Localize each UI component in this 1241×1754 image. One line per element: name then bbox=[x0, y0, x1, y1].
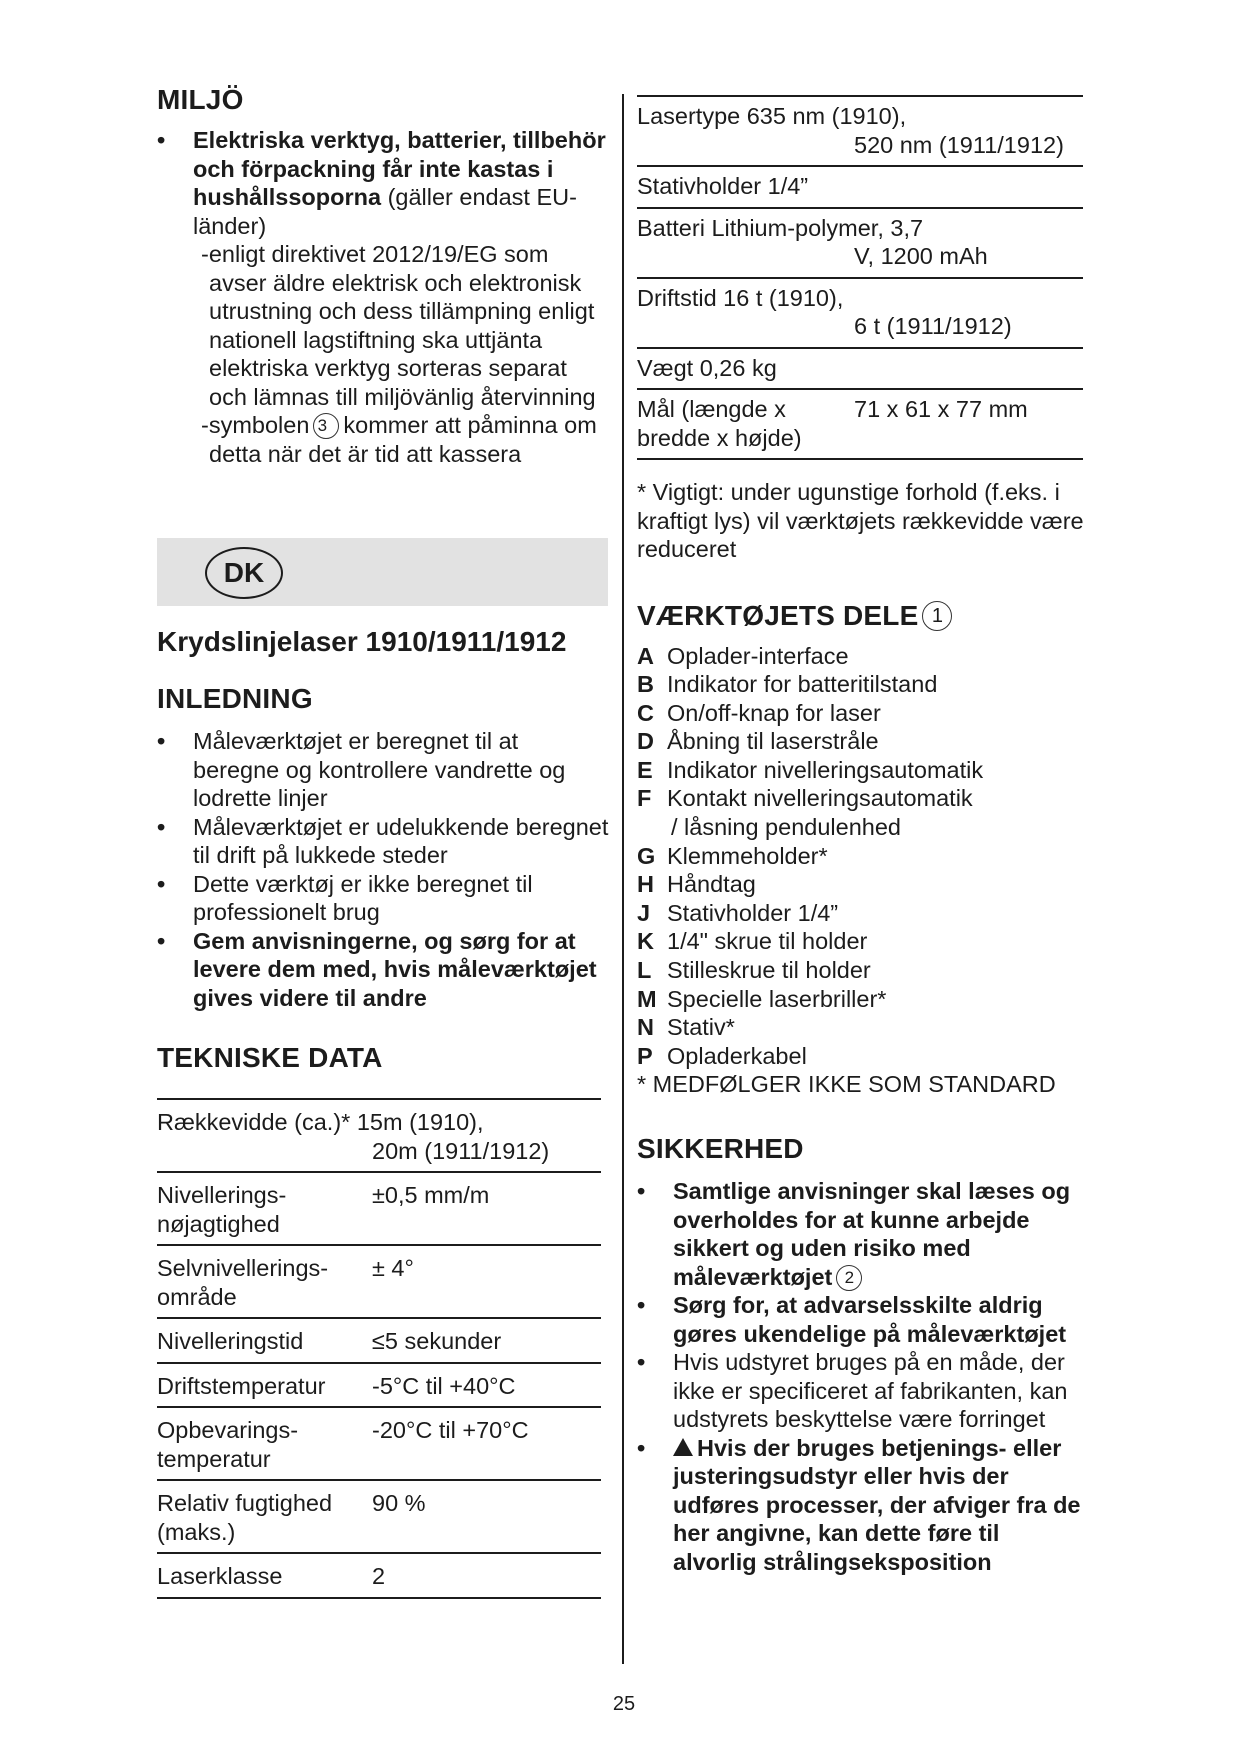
figure-ref-2: 2 bbox=[836, 1265, 862, 1291]
warning-icon bbox=[673, 1438, 693, 1456]
list-item: • Sørg for, at advarselsskilte aldrig gøres ukendelige på måleværktøjet bbox=[637, 1291, 1087, 1348]
table-row: Vægt 0,26 kg bbox=[637, 349, 1083, 391]
list-item: A Oplader-interface bbox=[637, 642, 849, 669]
language-band bbox=[157, 538, 608, 606]
table-row: Driftstemperatur -5°C til +40°C bbox=[157, 1363, 601, 1408]
table-row: Relativ fugtighed (maks.) 90 % bbox=[157, 1480, 601, 1553]
list-item: • Elektriska verktyg, batterier, tillbehör och förpackning får inte kastas i hushållssoporna (gäller endast EU-länder) bbox=[157, 126, 610, 240]
list-item: C On/off-knap for laser bbox=[637, 699, 881, 726]
list-item: • Samtlige anvisninger skal læses og overholdes for at kunne arbejde sikkert og uden risiko med måleværktøjet 2 bbox=[637, 1177, 1087, 1291]
list-item: K 1/4" skrue til holder bbox=[637, 928, 868, 955]
table-row: Nivelleringstid ≤5 sekunder bbox=[157, 1318, 601, 1363]
miljo-list bbox=[157, 126, 610, 240]
table-row: Laserklasse 2 bbox=[157, 1553, 601, 1598]
list-item: M Specielle laserbriller* bbox=[637, 985, 887, 1012]
table-row: Driftstid 16 t (1910), 6 t (1911/1912) bbox=[637, 279, 1083, 349]
sikkerhed-heading: SIKKERHED bbox=[637, 1133, 804, 1164]
miljo-sub2: -symbolen 3 kommer att påminna om detta när det är tid att kassera bbox=[201, 412, 597, 467]
list-item: F Kontakt nivelleringsautomatik bbox=[637, 785, 973, 812]
miljo-sub1: -enligt direktivet 2012/19/EG som avser äldre elektrisk och elektronisk utrustning och dess tillämpning enligt nationell lagstiftning ska uttjänta elektriska verktyg sorteras separat och lämnas till miljövänlig återvinning bbox=[201, 241, 596, 410]
list-item: E Indikator nivelleringsautomatik bbox=[637, 756, 984, 783]
table-row: Lasertype 635 nm (1910), 520 nm (1911/1912) bbox=[637, 97, 1083, 167]
table-row: Opbevarings- temperatur -20°C til +70°C bbox=[157, 1407, 601, 1480]
table-row: Mål (længde x 71 x 61 x 77 mm bredde x højde) bbox=[637, 390, 1083, 460]
list-item: • Dette værktøj er ikke beregnet til professionelt brug bbox=[157, 870, 610, 927]
right-column bbox=[637, 95, 1087, 1576]
left-column bbox=[157, 84, 610, 468]
list-item: / låsning pendulenhed bbox=[671, 814, 901, 841]
list-item: H Håndtag bbox=[637, 871, 756, 898]
list-item: N Stativ* bbox=[637, 1014, 735, 1041]
parts-list bbox=[637, 642, 1087, 1100]
miljo-heading: MILJÖ bbox=[157, 84, 244, 115]
list-item: B Indikator for batteritilstand bbox=[637, 671, 938, 698]
spec-table bbox=[157, 1098, 601, 1599]
table-row: Stativholder 1/4” bbox=[637, 167, 1083, 209]
parts-note: * MEDFØLGER IKKE SOM STANDARD bbox=[637, 1071, 1056, 1098]
list-item: J Stativholder 1/4” bbox=[637, 899, 839, 926]
column-divider bbox=[622, 94, 624, 1664]
dele-heading: VÆRKTØJETS DELE 1 bbox=[637, 600, 1087, 632]
list-item: • Hvis udstyret bruges på en måde, der ikke er specificeret af fabrikanten, kan udstyrets beskyttelse være forringet bbox=[637, 1348, 1087, 1434]
spec-table-right bbox=[637, 95, 1083, 460]
left-column-lower bbox=[157, 626, 610, 1599]
figure-ref-1: 1 bbox=[922, 601, 952, 631]
language-badge: DK bbox=[205, 547, 283, 599]
inledning-list bbox=[157, 727, 610, 1012]
footnote: * Vigtigt: under ugunstige forhold (f.eks. i kraftigt lys) vil værktøjets rækkevidde være reduceret bbox=[637, 479, 1084, 562]
product-title: Krydslinjelaser 1910/1911/1912 bbox=[157, 626, 567, 657]
sikkerhed-list bbox=[637, 1177, 1087, 1576]
page-number: 25 bbox=[612, 1693, 636, 1715]
list-item: • Måleværktøjet er beregnet til at beregne og kontrollere vandrette og lodrette linjer bbox=[157, 727, 610, 813]
list-item: P Opladerkabel bbox=[637, 1042, 807, 1069]
list-item: • Måleværktøjet er udelukkende beregnet til drift på lukkede steder bbox=[157, 813, 610, 870]
tekniske-heading: TEKNISKE DATA bbox=[157, 1042, 383, 1073]
list-item: D Åbning til laserstråle bbox=[637, 728, 879, 755]
figure-ref-3: 3 bbox=[313, 413, 339, 439]
list-item: • Hvis der bruges betjenings- eller justeringsudstyr eller hvis der udføres processer, der afviger fra de her angivne, kan dette føre til alvorlig strålingseksposition bbox=[637, 1434, 1087, 1577]
list-item: G Klemmeholder* bbox=[637, 842, 828, 869]
table-row: Selvnivellerings- område ± 4° bbox=[157, 1245, 601, 1318]
table-row: Rækkevidde (ca.)* 15m (1910), 20m (1911/1912) bbox=[157, 1099, 601, 1172]
table-row: Nivellerings- nøjagtighed ±0,5 mm/m bbox=[157, 1172, 601, 1245]
list-item: L Stilleskrue til holder bbox=[637, 957, 871, 984]
inledning-heading: INLEDNING bbox=[157, 683, 313, 714]
table-row: Batteri Lithium-polymer, 3,7 V, 1200 mAh bbox=[637, 209, 1083, 279]
list-item: • Gem anvisningerne, og sørg for at levere dem med, hvis måleværktøjet gives videre til andre bbox=[157, 927, 610, 1013]
